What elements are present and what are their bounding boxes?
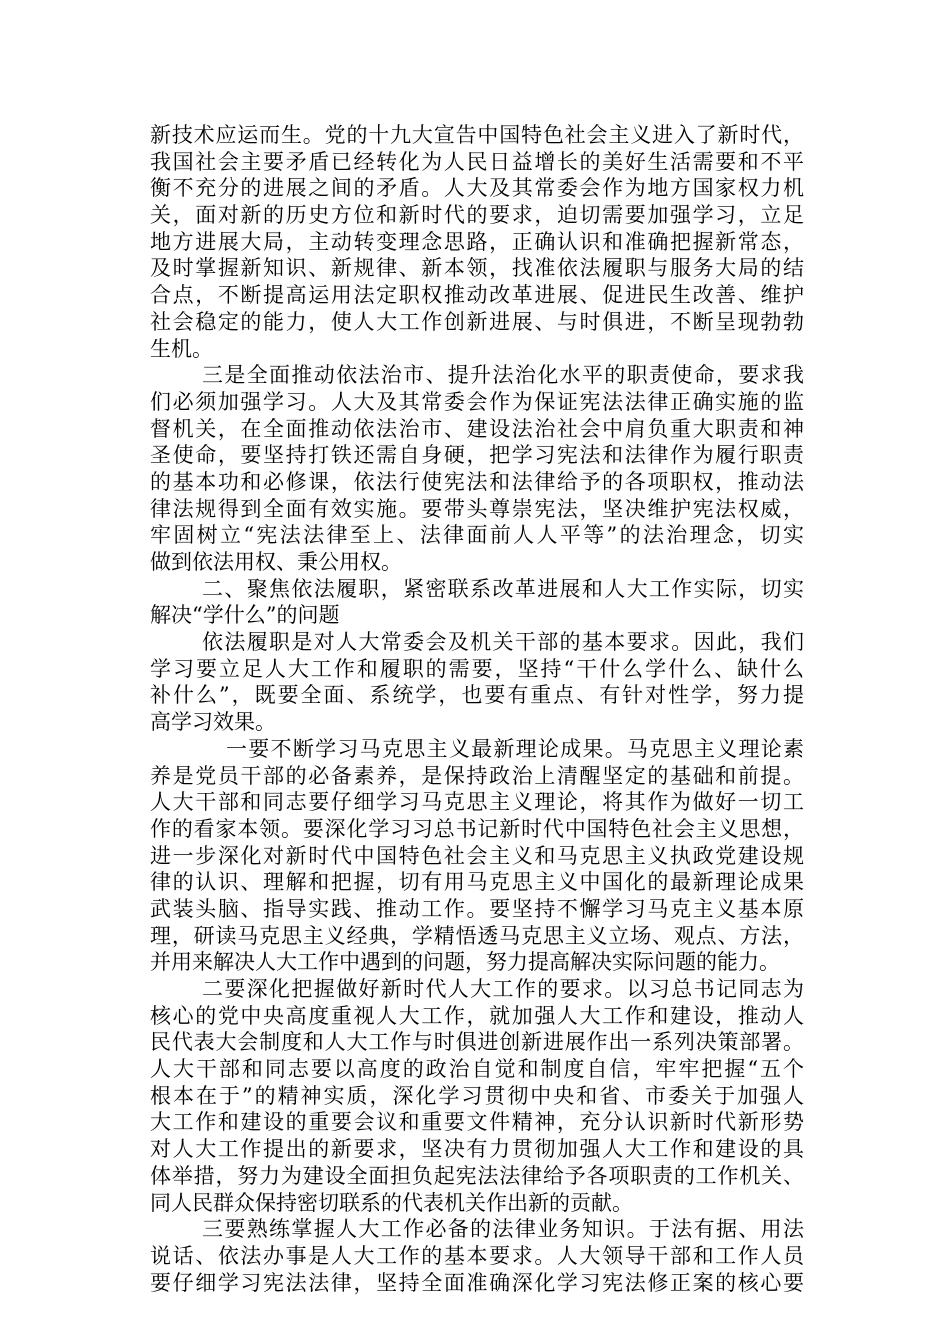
paragraph	[150, 362, 804, 576]
text-line: 圣使命，要坚持打铁还需自身硬，把学习宪法和法律作为履行职责	[150, 443, 804, 468]
text-line: 进一步深化对新时代中国特色社会主义和马克思主义执政党建设规	[150, 843, 804, 868]
text-line: 衡不充分的进展之间的矛盾。人大及其常委会作为地方国家权力机	[150, 176, 804, 201]
text-line: 们必须加强学习。人大及其常委会作为保证宪法法律正确实施的监	[150, 389, 804, 414]
text-line: 及时掌握新知识、新规律、新本领，找准依法履职与服务大局的结	[150, 256, 804, 281]
text-line: 解决“学什么”的问题	[150, 603, 340, 628]
text-line: 武装头脑、指导实践、推动工作。要坚持不懈学习马克主义基本原	[150, 896, 804, 921]
paragraph	[150, 629, 804, 736]
text-line: 核心的党中央高度重视人大工作，就加强人大工作和建设，推动人	[150, 1003, 804, 1028]
text-line: 理，研读马克思主义经典，学精悟透马克思主义立场、观点、方法，	[150, 923, 804, 948]
text-line: 二、聚焦依法履职，紧密联系改革进展和人大工作实际，切实	[202, 576, 804, 601]
paragraph	[150, 122, 804, 362]
text-line: 生机。	[150, 336, 213, 361]
text-line: 要仔细学习宪法法律，坚持全面准确深化学习宪法修正案的核心要	[150, 1270, 804, 1295]
text-line: 高学习效果。	[150, 710, 276, 735]
text-line: 社会稳定的能力，使人大工作创新进展、与时俱进，不断呈现勃勃	[150, 309, 804, 334]
text-line: 律的认识、理解和把握，切有用马克思主义中国化的最新理论成果	[150, 870, 804, 895]
text-line: 三是全面推动依法治市、提升法治化水平的职责使命，要求我	[202, 363, 804, 388]
text-line: 说话、依法办事是人大工作的基本要求。人大领导干部和工作人员	[150, 1243, 804, 1268]
text-line: 学习要立足人大工作和履职的需要，坚持“干什么学什么、缺什么	[150, 656, 804, 681]
paragraph	[150, 1216, 804, 1296]
text-line: 民代表大会制度和人大工作与时俱进创新进展作出一系列决策部署。	[150, 1030, 804, 1055]
text-line: 对人大工作提出的新要求，坚决有力贯彻加强人大工作和建设的具	[150, 1137, 804, 1162]
text-line: 三要熟练掌握人大工作必备的法律业务知识。于法有据、用法	[202, 1217, 804, 1242]
text-line: 新技术应运而生。党的十九大宣告中国特色社会主义进入了新时代，	[150, 123, 804, 147]
text-line: 督机关，在全面推动依法治市、建设法治社会中肩负重大职责和神	[150, 416, 804, 441]
text-line: 大工作和建设的重要会议和重要文件精神，充分认识新时代新形势	[150, 1110, 804, 1135]
text-line: 关，面对新的历史方位和新时代的要求，迫切需要加强学习，立足	[150, 203, 804, 228]
text-line: 养是党员干部的必备素养，是保持政治上清醒坚定的基础和前提。	[150, 763, 804, 788]
text-line: 体举措，努力为建设全面担负起宪法法律给予各项职责的工作机关、	[150, 1163, 804, 1188]
text-line: 依法履职是对人大常委会及机关干部的基本要求。因此，我们	[202, 630, 804, 655]
text-line: 根本在于”的精神实质，深化学习贯彻中央和省、市委关于加强人	[150, 1083, 804, 1108]
text-line: 合点，不断提高运用法定职权推动改革进展、促进民生改善、维护	[150, 283, 804, 308]
paragraph	[150, 736, 804, 976]
section-heading	[150, 576, 804, 629]
text-line: 我国社会主要矛盾已经转化为人民日益增长的美好生活需要和不平	[150, 149, 804, 174]
text-line: 二要深化把握做好新时代人大工作的要求。以习总书记同志为	[202, 977, 804, 1001]
text-line: 的基本功和必修课，依法行使宪法和法律给予的各项职权，推动法	[150, 469, 804, 494]
text-line: 同人民群众保持密切联系的代表机关作出新的贡献。	[150, 1190, 633, 1215]
text-line: 做到依法用权、秉公用权。	[150, 550, 402, 574]
text-line: 律法规得到全面有效实施。要带头尊崇宪法，坚决维护宪法权威，	[150, 496, 804, 521]
text-line: 补什么”，既要全面、系统学，也要有重点、有针对性学，努力提	[150, 683, 804, 708]
text-line: 作的看家本领。要深化学习习总书记新时代中国特色社会主义思想，	[150, 816, 804, 841]
document-body	[150, 122, 804, 1296]
text-line: 牢固树立“宪法法律至上、法律面前人人平等”的法治理念，切实	[150, 523, 804, 548]
text-line: 并用来解决人大工作中遇到的问题，努力提高解决实际问题的能力。	[150, 950, 780, 975]
text-line: 人大干部和同志要仔细学习马克思主义理论，将其作为做好一切工	[150, 790, 804, 815]
text-line: 一要不断学习马克思主义最新理论成果。马克思主义理论素	[226, 736, 804, 761]
text-line: 地方进展大局，主动转变理念思路，正确认识和准确把握新常态，	[150, 229, 804, 254]
paragraph	[150, 976, 804, 1216]
text-line: 人大干部和同志要以高度的政治自觉和制度自信，牢牢把握“五个	[150, 1057, 804, 1082]
